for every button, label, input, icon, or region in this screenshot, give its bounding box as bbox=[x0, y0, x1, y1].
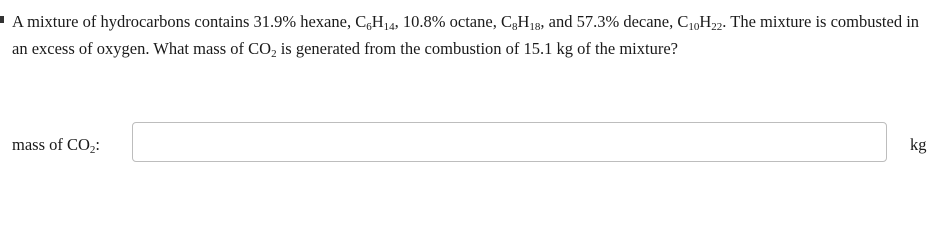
octane-carbon-subscript: 8 bbox=[511, 21, 518, 33]
answer-row bbox=[12, 122, 930, 164]
mass-co2-label-suffix: : bbox=[95, 135, 101, 154]
octane-hydrogen: H bbox=[517, 12, 530, 31]
octane-hydrogen-subscript: 18 bbox=[529, 21, 541, 33]
question-part-4: . The mixture is combusted in an excess of oxygen. What mass of CO bbox=[12, 12, 920, 58]
decane-hydrogen-subscript: 22 bbox=[711, 21, 723, 33]
question-part-2: , 10.8% octane, C bbox=[394, 12, 512, 31]
hexane-hydrogen: H bbox=[371, 12, 384, 31]
question-part-5: is generated from the combustion of 15.1 kg of the mixture? bbox=[276, 39, 678, 58]
co2-subscript: 2 bbox=[271, 48, 277, 60]
question-marker bbox=[0, 16, 4, 23]
question-part-1: A mixture of hydrocarbons contains 31.9% hexane, C bbox=[12, 12, 367, 31]
hexane-carbon-subscript: 6 bbox=[366, 21, 372, 33]
question-part-3: , and 57.3% decane, C bbox=[540, 12, 689, 31]
mass-co2-label-prefix: mass of CO bbox=[12, 135, 90, 154]
decane-carbon-subscript: 10 bbox=[688, 21, 700, 33]
hexane-hydrogen-subscript: 14 bbox=[383, 21, 395, 33]
mass-co2-label bbox=[12, 135, 100, 155]
mass-co2-label-subscript: 2 bbox=[89, 144, 96, 156]
question-text bbox=[12, 8, 927, 62]
mass-co2-input[interactable] bbox=[132, 122, 887, 162]
unit-label: kg bbox=[910, 135, 927, 154]
decane-hydrogen: H bbox=[699, 12, 712, 31]
